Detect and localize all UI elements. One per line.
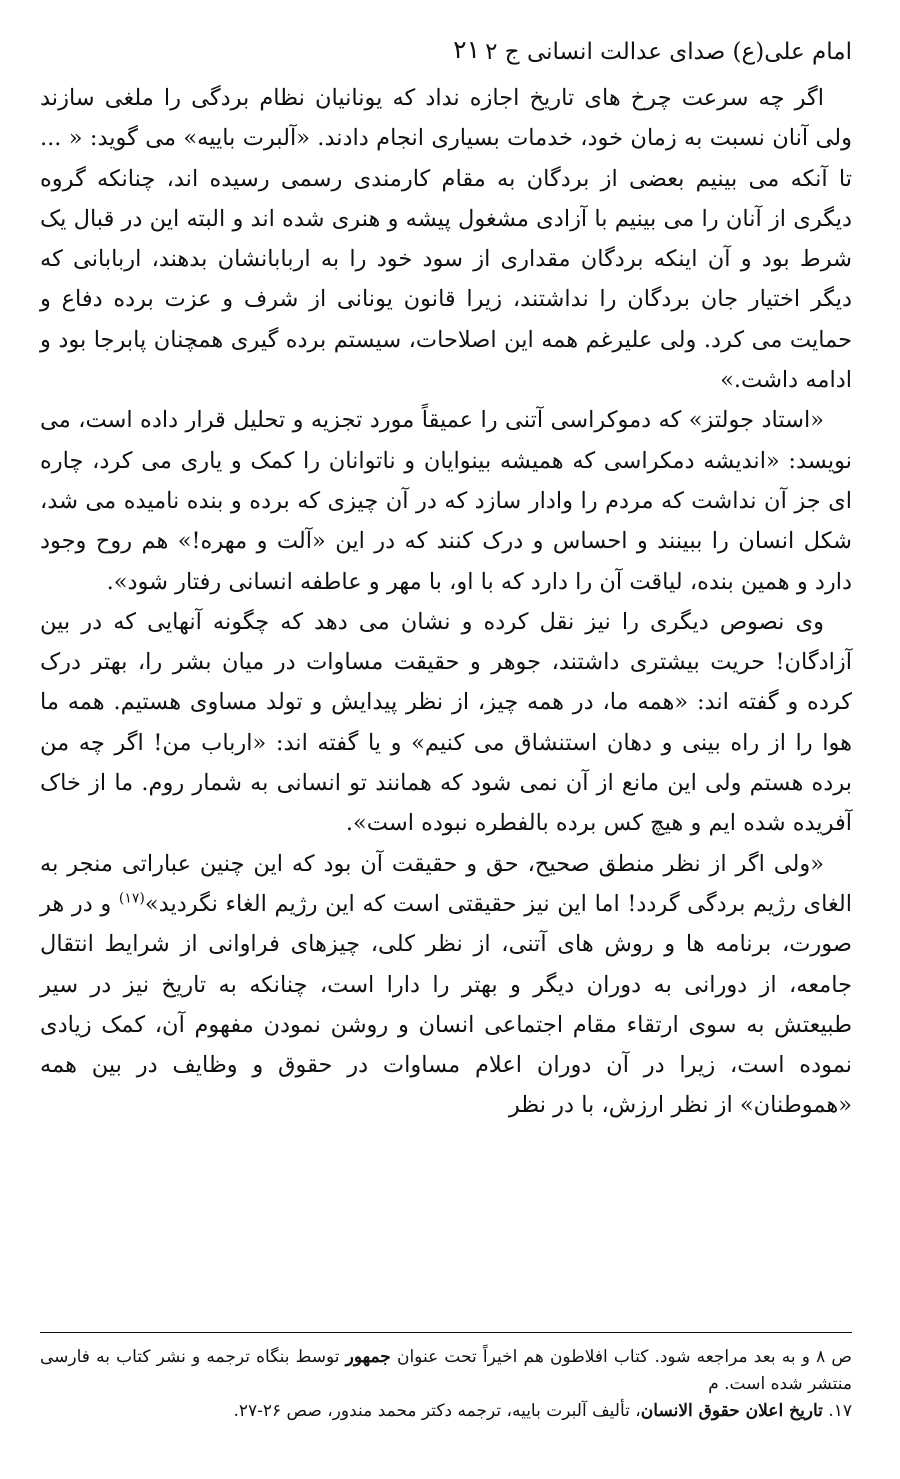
footnote-17-title: تاریخ اعلان حقوق الانسان bbox=[640, 1401, 823, 1421]
footnote-continued bbox=[40, 1344, 852, 1398]
paragraph-4-quote: «ولی اگر از نظر منطق صحیح، حق و حقیقت آن بود که این چنین عباراتی منجر به الغای رژیم بردگی گردد! اما این نیز حقیقتی است که این رژیم الغاء نگردید» bbox=[40, 850, 852, 917]
footnote-divider bbox=[40, 1332, 852, 1333]
page-number: ۲۱ bbox=[453, 35, 480, 64]
running-header bbox=[40, 32, 852, 72]
footnote-17 bbox=[40, 1398, 852, 1425]
paragraph-2: «استاد جولتز» که دموکراسی آتنی را عمیقاً مورد تجزیه و تحلیل قرار داده است، می نویسد: «اندیشه دمکراسی که همیشه بینوایان و ناتوانان را کمک و یاری می کرد، چاره ای جز آن نداشت که مردم را وادار سازد که در آن چیزی که برده و بنده نامیده می شد، شکل انسان را ببینند و احساس و درک کنند که در این «آلت و مهره!» هم روح وجود دارد و همین بنده، لیاقت آن را دارد که با او، با مهر و عاطفه انسانی رفتار شود». bbox=[40, 407, 852, 595]
footnote-continued-text-2: توسط بنگاه ترجمه و نشر کتاب به فارسی منتشر شده است. م bbox=[40, 1347, 852, 1394]
book-page bbox=[40, 32, 852, 1452]
paragraph-4-continuation: و در هر صورت، برنامه ها و روش های آتنی، از نظر کلی، چیزهای فراوانی از شرایط انتقال جامعه، از دورانی به دوران دیگر و بهتر را دارا است، چنانکه به تاریخ نیز در سیر طبیعتش به سوی ارتقاء مقام اجتماعی انسان و روشن نمودن مفهوم آن، کمک زیادی نموده است، زیرا در آن دوران اعلام مساوات در حقوق و وظایف در بین همه «هموطنان» از نظر ارزش، با در نظر bbox=[40, 890, 852, 1119]
paragraph-3: وی نصوص دیگری را نیز نقل کرده و نشان می دهد که چگونه آنهایی که در بین آزادگان! حریت بیشتری داشتند، جوهر و حقیقت مساوات در میان بشر را، بهتر درک کرده و گفته اند: «همه ما، در همه چیز، از نظر پیدایش و تولد مساوی هستیم. همه ما هوا را از راه بینی و دهان استنشاق می کنیم» و یا گفته اند: «ارباب من! اگر چه من برده هستم ولی این مانع از آن نمی شود که همانند تو انسانی به شمار روم. ما از خاک آفریده شده ایم و هیچ کس برده بالفطره نبوده است». bbox=[40, 608, 852, 837]
footnote-continued-text-1: ص ۸ و به بعد مراجعه شود. کتاب افلاطون هم اخیراً تحت عنوان bbox=[390, 1347, 852, 1367]
footnote-book-title: جمهور bbox=[345, 1347, 391, 1367]
footnote-17-number: ۱۷. bbox=[822, 1401, 852, 1421]
body-text bbox=[40, 78, 852, 1126]
running-title: امام علی(ع) صدای عدالت انسانی ج ۲ bbox=[485, 39, 852, 65]
paragraph-4 bbox=[40, 844, 852, 1126]
footnotes bbox=[40, 1344, 852, 1425]
footnote-17-text: ، تألیف آلبرت باییه، ترجمه دکتر محمد مندور، صص ۲۶-۲۷. bbox=[233, 1401, 641, 1421]
paragraph-1: اگر چه سرعت چرخ های تاریخ اجازه نداد که یونانیان نظام بردگی را ملغی سازند ولی آنان نسبت به زمان خود، خدمات بسیاری انجام دادند. «آلبرت باییه» می گوید: « ... تا آنکه می بینیم بعضی از بردگان به مقام کارمندی رسمی رسیده اند، چنانکه گروه دیگری از آنان را می بینیم با آزادی مشغول پیشه و هنری شده اند و البته این در قبال یک شرط بود و آن اینکه بردگان مقداری از سود خود را به اربابانشان بدهند، اربابانی که دیگر اختیار جان بردگان را نداشتند، زیرا قانون یونانی از شرف و عزت برده دفاع و حمایت می کرد. ولی علیرغم همه این اصلاحات، سیستم برده گیری همچنان پابرجا بود و ادامه داشت.» bbox=[40, 85, 852, 394]
footnote-reference-17: (۱۷) bbox=[118, 890, 145, 907]
